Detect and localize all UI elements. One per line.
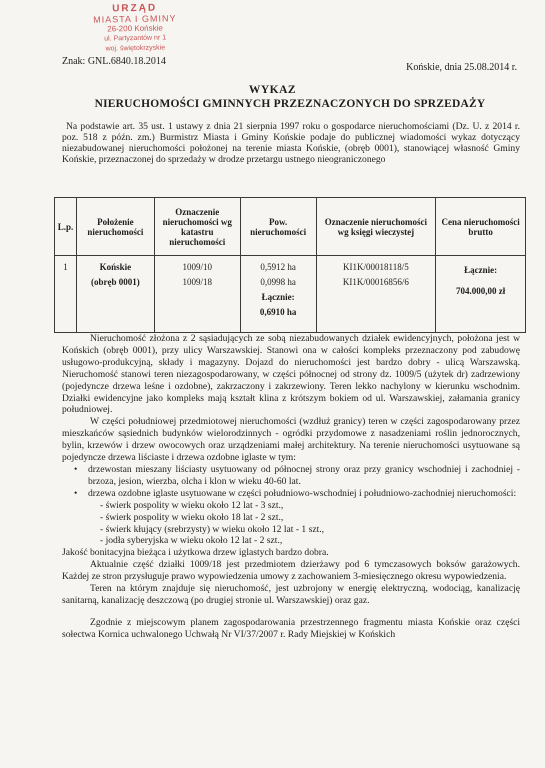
cell-area (240, 256, 316, 333)
cell-land-register (316, 256, 436, 333)
bullet-item-2: • drzewa ozdobne iglaste usytuowane w części południowo-wschodniej i południowo-zachodniej nieruchomości: (62, 488, 520, 500)
tree-item-2: - świerk pospolity w wieku około 18 lat - 2 szt., (100, 511, 284, 523)
lp-value: 1 (63, 262, 68, 272)
area-1: 0,5912 ha (260, 262, 296, 272)
header-cadastre: Oznaczenie nieruchomości wg katastru nieruchomości (154, 198, 240, 256)
header-land-register: Oznaczenie nieruchomości wg księgi wieczystej (316, 198, 436, 256)
stamp-line-5: woj. świętokrzyskie (105, 44, 166, 53)
cell-lp (55, 256, 77, 333)
stamp-line-1: URZĄD (112, 2, 158, 15)
paragraph-6: Zgodnie z miejscowym planem zagospodarowania przestrzennego fragmentu miasta Końskie oraz części sołectwa Kornica uchwalonego Uchwałą Nr VI/37/2007 r. Rady Miejskiej w Końskich (62, 616, 520, 640)
paragraph-4: Aktualnie część działki 1009/18 jest przedmiotem dzierżawy pod 6 tymczasowych boksów garażowych. Każdej ze stron przysługuje prawo wypowiedzenia umowy z zachowaniem 3-miesięcznego okresu wypowiedzenia. (62, 559, 520, 583)
area-total-label: Łącznie: (261, 292, 295, 302)
header-area: Pow. nieruchomości (240, 198, 316, 256)
cell-price (436, 256, 526, 333)
paragraph-2: W części południowej przedmiotowej nieruchomości (wzdłuż granicy) teren w części zagospodarowany przez mieszkańców sąsiednich budynków wielorodzinnych - ogródki przydomowe z nasadzeniami roślin jednorocznych, bylin, krzewów i drzew owocowych oraz urządzeniami małej architektury. Na terenie nieruchomości usytuowane są pojedyncze drzewa liściaste i drzewa ozdobne iglaste w tym: (62, 416, 520, 464)
description-body (62, 333, 520, 641)
paragraph-1: Nieruchomość złożona z 2 sąsiadujących ze sobą niezabudowanych działek ewidencyjnych, położona jest w Końskich (obręb 0001), przy ulicy Warszawskiej. Stanowi ona w całości kompleks przeznaczony pod zabudowę usługowo-produkcyjną, składy i magazyny. Dojazd do nieruchomości jest bardzo dobry - ulicą Warszawską. Nieruchomość stanowi teren niezagospodarowany, w części północnej od strony dz. 1009/5 (użytek dr) zadrzewiony (pojedyncze drzewa leśne i ozdobne), zakrzaczony i zakrzewiony. Teren lekko nachylony w kierunku wschodnim. Działki ewidencyjne jako kompleks mają kształt klina z krótszym bokiem od ul. Warszawskiej, załamania granicy południowej. (62, 333, 520, 416)
document-title: WYKAZ (248, 84, 297, 96)
header-location: Położenie nieruchomości (76, 198, 154, 256)
location-city: Końskie (99, 262, 132, 272)
reference-number: Znak: GNL.6840.18.2014 (62, 56, 166, 67)
price-value: 704.000,00 zł (455, 286, 506, 296)
parcel-2: 1009/18 (182, 277, 213, 287)
table-header-row (55, 198, 526, 256)
land-register-2: KI1K/00016856/6 (342, 277, 409, 287)
tree-item-3: - świerk kłujący (srebrzysty) w wieku około 12 lat - 1 szt., (100, 523, 325, 535)
paragraph-gap (62, 607, 520, 617)
stamp-line-3: 26-200 Końskie (107, 23, 163, 34)
intro-paragraph: Na podstawie art. 35 ust. 1 ustawy z dnia 21 sierpnia 1997 roku o gospodarce nieruchomościami (Dz. U. z 2014 r. poz. 518 z późn. zm.) Burmistrz Miasta i Gminy Końskie podaje do publicznej wiadomości wykaz dotyczący niezabudowanej nieruchomości położonej na terenie miasta Końskie, (obręb 0001), stanowiącej własność Gminy Końskie, przeznaczonej do sprzedaży w drodze przetargu ustnego nieograniczonego (62, 121, 520, 165)
header-lp: L.p. (55, 198, 77, 256)
stamp-line-2: MIASTA I GMINY (93, 13, 177, 25)
paragraph-5: Teren na którym znajduje się nieruchomość, jest uzbrojony w energię elektryczną, wodociąg, kanalizację sanitarną, kanalizację deszczową (po drugiej stronie ul. Warszawskiej) oraz gaz. (62, 583, 520, 606)
table-row (55, 256, 526, 333)
location-district: (obręb 0001) (91, 277, 140, 287)
tree-item-4: - jodła syberyjska w wieku około 12 lat - 2 szt., (100, 535, 283, 547)
area-2: 0,0998 ha (260, 277, 296, 287)
office-stamp (86, 3, 185, 55)
property-table (54, 197, 526, 333)
area-total: 0,6910 ha (259, 307, 297, 317)
cell-location (76, 256, 154, 333)
stamp-line-4: ul. Partyzantów nr 1 (104, 34, 167, 43)
cell-cadastre (154, 256, 240, 333)
price-label: Łącznie: (464, 265, 498, 275)
parcel-1: 1009/10 (182, 262, 213, 272)
land-register-1: KI1K/00018118/5 (343, 262, 409, 272)
place-date: Końskie, dnia 25.08.2014 r. (406, 62, 517, 73)
tree-item-1: - świerk pospolity w wieku około 12 lat - 3 szt., (100, 499, 284, 511)
header-price: Cena nieruchomości brutto (436, 198, 526, 256)
paragraph-3: Jakość bonitacyjna bieżąca i użytkowa drzew iglastych bardzo dobra. (62, 547, 329, 559)
bullet-item-1: • drzewostan mieszany liściasty usytuowany od północnej strony oraz przy granicy wschodniej i zachodniej - brzoza, jesion, wierzba, olcha i klon w wieku 40-60 lat. (62, 464, 520, 488)
document-subtitle: NIERUCHOMOŚCI GMINNYCH PRZEZNACZONYCH DO SPRZEDAŻY (94, 98, 486, 110)
